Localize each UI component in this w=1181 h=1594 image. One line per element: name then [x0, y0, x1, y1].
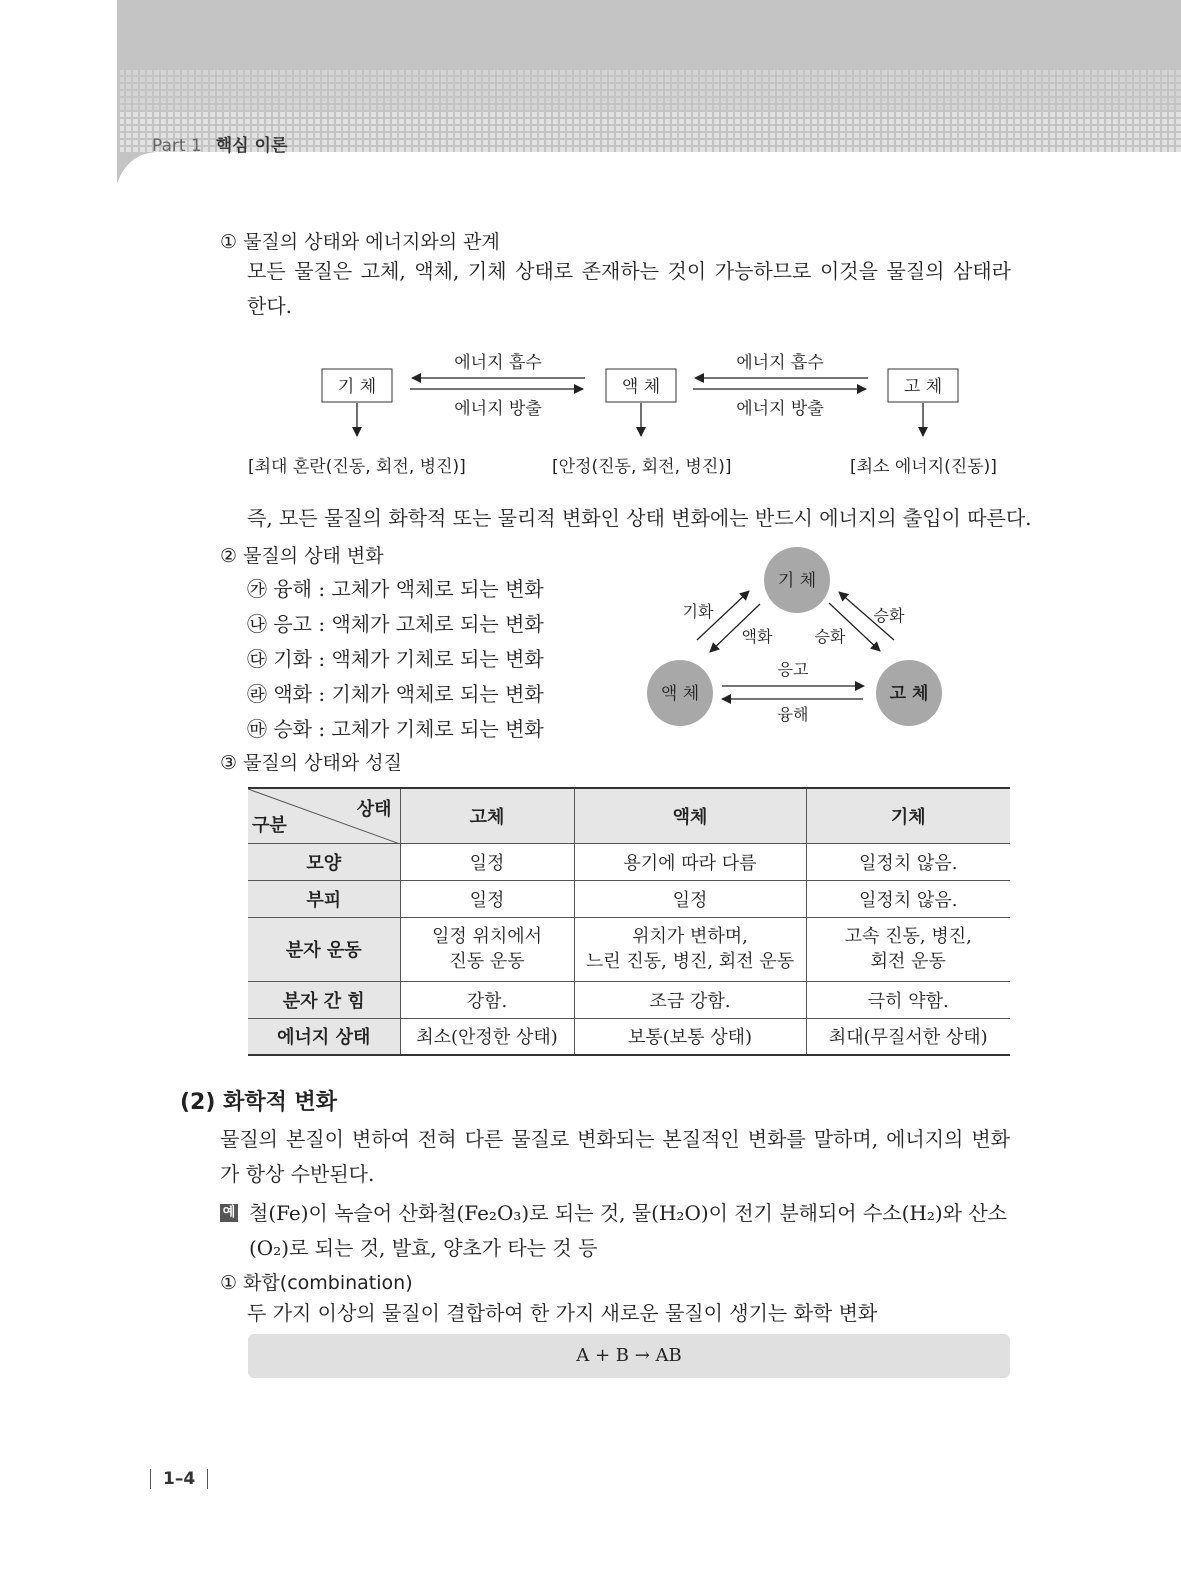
- table-row: [248, 917, 1010, 981]
- cell-line: 고속 진동, 병진,: [844, 926, 972, 947]
- part-label: Part 1: [152, 136, 202, 156]
- change-desc: : 기체가 액체로 되는 변화: [312, 682, 544, 706]
- table-cell: 일정치 않음.: [806, 880, 1010, 917]
- table-cell: [574, 917, 806, 981]
- item2-heading: ② 물질의 상태 변화: [220, 545, 384, 567]
- column-header: 액체: [574, 788, 806, 843]
- item3-heading: ③ 물질의 상태와 성질: [220, 752, 402, 774]
- liquid-circle-label: 액 체: [660, 684, 700, 704]
- corner-top-label: 상태: [356, 799, 392, 820]
- table-cell: 최소(안정한 상태): [400, 1018, 574, 1055]
- table-cell: 보통(보통 상태): [574, 1018, 806, 1055]
- change-name: 기화: [273, 647, 312, 671]
- gas-label: 기 체: [337, 377, 377, 397]
- change-desc: : 액체가 기체로 되는 변화: [312, 647, 544, 671]
- divider: [150, 1469, 151, 1489]
- state-change-diagram: [640, 545, 960, 745]
- divider: [207, 1469, 208, 1489]
- item1-body: 모든 물질은 고체, 액체, 기체 상태로 존재하는 것이 가능하므로 이것을 물질의 삼태라 한다.: [247, 259, 1011, 318]
- row-header: 분자 운동: [248, 917, 400, 981]
- absorb-label-left: 에너지 흡수: [454, 353, 542, 373]
- change-desc: : 고체가 액체로 되는 변화: [312, 577, 544, 601]
- table-cell: [400, 917, 574, 981]
- header-label: [152, 131, 287, 156]
- page-number-text: 1–4: [163, 1469, 196, 1489]
- item-marker: ㉱: [247, 682, 267, 706]
- gas-circle-label: 기 체: [777, 571, 817, 591]
- item-marker: ㉮: [247, 577, 267, 601]
- change-name: 응고: [273, 612, 312, 636]
- table-cell: 일정치 않음.: [806, 843, 1010, 880]
- change-desc: : 고체가 기체로 되는 변화: [312, 717, 544, 741]
- column-header: 고체: [400, 788, 574, 843]
- table-cell: 일정: [400, 843, 574, 880]
- table-cell: 최대(무질서한 상태): [806, 1018, 1010, 1055]
- table-cell: 용기에 따라 다름: [574, 843, 806, 880]
- column-header: 기체: [806, 788, 1010, 843]
- item-marker: ㉲: [247, 717, 267, 741]
- combination-heading: ① 화합(combination): [220, 1272, 413, 1294]
- change-name: 승화: [273, 717, 312, 741]
- item1-conclusion: 즉, 모든 물질의 화학적 또는 물리적 변화인 상태 변화에는 반드시 에너지의 출입이 따른다.: [247, 506, 1032, 530]
- cell-line: 느린 진동, 병진, 회전 운동: [585, 951, 795, 972]
- change-melting: [247, 573, 544, 602]
- page-number: [150, 1469, 220, 1489]
- change-condensation: [247, 678, 544, 707]
- state-properties-table: [248, 787, 1010, 1056]
- melt-label: 융해: [777, 705, 809, 724]
- table-row: [248, 1018, 1010, 1055]
- change-vaporization: [247, 643, 544, 672]
- release-label-left: 에너지 방출: [454, 399, 542, 419]
- table-row: [248, 843, 1010, 880]
- row-header: 부피: [248, 880, 400, 917]
- table-row: [248, 981, 1010, 1018]
- sec2-body: 물질의 본질이 변하여 전혀 다른 물질로 변화되는 본질적인 변화를 말하며, 에너지의 변화가 항상 수반된다.: [220, 1127, 1010, 1186]
- row-header: 모양: [248, 843, 400, 880]
- table-cell: [806, 917, 1010, 981]
- change-desc: : 액체가 고체로 되는 변화: [312, 612, 544, 636]
- solid-note: [최소 에너지(진동)]: [850, 457, 997, 477]
- condense-label: 액화: [741, 627, 773, 646]
- part-title: 핵심 이론: [215, 136, 288, 156]
- solid-circle-label: 고 체: [889, 684, 929, 704]
- table-corner-cell: [248, 788, 400, 843]
- change-name: 액화: [273, 682, 312, 706]
- item1-heading: ① 물질의 상태와 에너지와의 관계: [220, 231, 500, 253]
- formula-box: A + B → AB: [248, 1334, 1010, 1378]
- liquid-label: 액 체: [621, 377, 661, 397]
- item-marker: ㉰: [247, 647, 267, 671]
- table-header-row: [248, 788, 1010, 843]
- table-cell: 일정: [400, 880, 574, 917]
- absorb-label-right: 에너지 흡수: [736, 353, 824, 373]
- table-cell: 극히 약함.: [806, 981, 1010, 1018]
- example-line-1: 철(Fe)이 녹슬어 산화철(Fe₂O₃)로 되는 것, 물(H₂O)이 전기 분해되어 수소(H₂)와 산소: [249, 1201, 1007, 1225]
- sublime-up-label: 승화: [873, 606, 905, 625]
- freeze-label: 응고: [777, 660, 809, 679]
- table-row: [248, 880, 1010, 917]
- row-header: 에너지 상태: [248, 1018, 400, 1055]
- page-header-banner: [0, 0, 1181, 190]
- table-cell: 일정: [574, 880, 806, 917]
- cell-line: 위치가 변하며,: [632, 926, 748, 947]
- energy-diagram: [240, 340, 1020, 490]
- cell-line: 일정 위치에서: [431, 926, 543, 947]
- cell-line: 회전 운동: [870, 951, 946, 972]
- row-header: 분자 간 힘: [248, 981, 400, 1018]
- example-badge: 예: [220, 1204, 238, 1222]
- change-name: 융해: [273, 577, 312, 601]
- table-cell: 강함.: [400, 981, 574, 1018]
- release-label-right: 에너지 방출: [736, 399, 824, 419]
- liquid-note: [안정(진동, 회전, 병진)]: [552, 457, 732, 477]
- combination-body: 두 가지 이상의 물질이 결합하여 한 가지 새로운 물질이 생기는 화학 변화: [247, 1301, 878, 1325]
- corner-bottom-label: 구분: [252, 814, 287, 836]
- vaporize-label: 기화: [682, 602, 714, 621]
- solid-label: 고 체: [903, 377, 943, 397]
- table-cell: 조금 강함.: [574, 981, 806, 1018]
- item-marker: ㉯: [247, 612, 267, 636]
- change-sublimation: [247, 713, 544, 742]
- change-freezing: [247, 608, 544, 637]
- sublime-down-label: 승화: [814, 627, 846, 646]
- gas-note: [최대 혼란(진동, 회전, 병진)]: [248, 457, 466, 477]
- example-line-2: (O₂)로 되는 것, 발효, 양초가 타는 것 등: [249, 1236, 598, 1260]
- cell-line: 진동 운동: [449, 951, 525, 972]
- section-heading: (2) 화학적 변화: [180, 1090, 337, 1115]
